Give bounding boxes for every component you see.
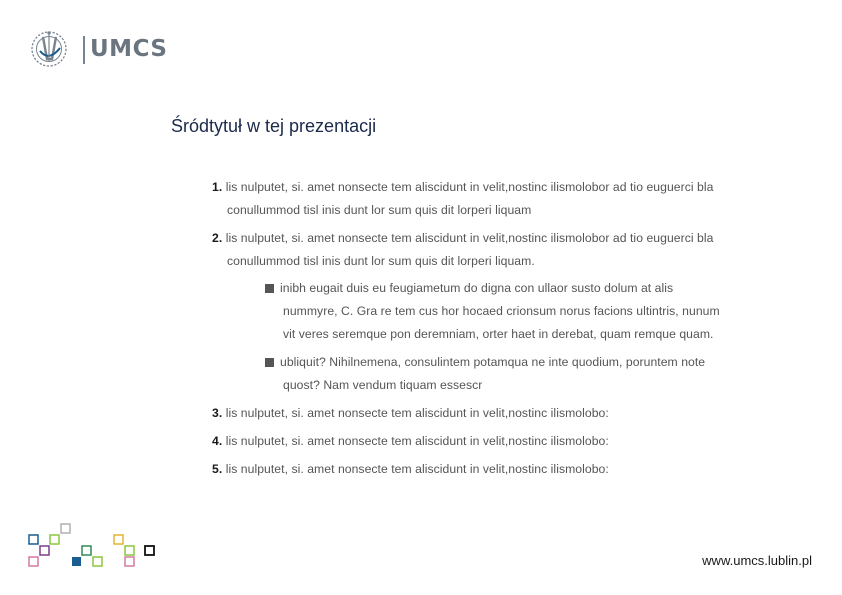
square-bullet-icon bbox=[265, 284, 274, 293]
list-item-text: lis nulputet, si. amet nonsecte tem aliscidunt in velit,nostinc ilismolobo: bbox=[225, 462, 609, 476]
list-item-5 bbox=[212, 462, 609, 477]
list-item-2-line-2: conullummod tisl inis dunt lor sum quis dit lorperi liquam. bbox=[227, 254, 535, 268]
deco-square-filled bbox=[72, 557, 81, 566]
list-item-number: 5. bbox=[212, 462, 223, 476]
decorative-squares-pattern bbox=[0, 0, 170, 595]
sub-item-1-line-3: vit veres seremque pon deremniam, orter haet in derebat, quam remque quam. bbox=[283, 327, 714, 341]
deco-square bbox=[93, 557, 102, 566]
list-item-text: lis nulputet, si. amet nonsecte tem aliscidunt in velit,nostinc ilismolobo: bbox=[225, 406, 609, 420]
slide-subtitle: Śródtytuł w tej prezentacji bbox=[171, 116, 377, 136]
list-item-4 bbox=[212, 434, 609, 449]
list-item-1-line-1 bbox=[212, 180, 713, 195]
list-item-1-line-2: conullummod tisl inis dunt lor sum quis dit lorperi liquam bbox=[227, 203, 532, 217]
deco-square bbox=[125, 557, 134, 566]
list-item-number: 4. bbox=[212, 434, 223, 448]
square-bullet-icon bbox=[265, 358, 274, 367]
deco-square bbox=[29, 535, 38, 544]
deco-square bbox=[61, 524, 70, 533]
deco-square bbox=[29, 557, 38, 566]
list-item-number: 2. bbox=[212, 231, 223, 245]
list-item-2-line-1 bbox=[212, 231, 713, 246]
sub-item-1-line-2: nummyre, C. Gra re tem cus hor hocaed crionsum norus facions ultintris, nunum bbox=[283, 304, 720, 318]
sub-item-2-line-2: quost? Nam vendum tiquam essescr bbox=[283, 378, 483, 392]
deco-square bbox=[145, 546, 154, 555]
deco-square bbox=[114, 535, 123, 544]
list-item-text: lis nulputet, si. amet nonsecte tem aliscidunt in velit,nostinc ilismolobo: bbox=[225, 434, 609, 448]
list-item-number: 3. bbox=[212, 406, 223, 420]
sub-item-1-line-1: inibh eugait duis eu feugiametum do digna con ullaor susto dolum at alis bbox=[280, 281, 674, 295]
list-item-3 bbox=[212, 406, 609, 421]
deco-square bbox=[40, 546, 49, 555]
footer-url[interactable]: www.umcs.lublin.pl bbox=[702, 553, 812, 568]
list-item-text: lis nulputet, si. amet nonsecte tem aliscidunt in velit,nostinc ilismolobor ad tio euguerci bla bbox=[225, 180, 714, 194]
sub-item-2-line-1: ubliquit? Nihilnemena, consulintem potamqua ne inte quodium, poruntem note bbox=[280, 355, 706, 369]
deco-square bbox=[125, 546, 134, 555]
list-item-text: lis nulputet, si. amet nonsecte tem aliscidunt in velit,nostinc ilismolobor ad tio euguerci bla bbox=[225, 231, 714, 245]
list-item-number: 1. bbox=[212, 180, 223, 194]
deco-square bbox=[50, 535, 59, 544]
deco-square bbox=[82, 546, 91, 555]
logo-text: UMCS bbox=[90, 36, 168, 62]
